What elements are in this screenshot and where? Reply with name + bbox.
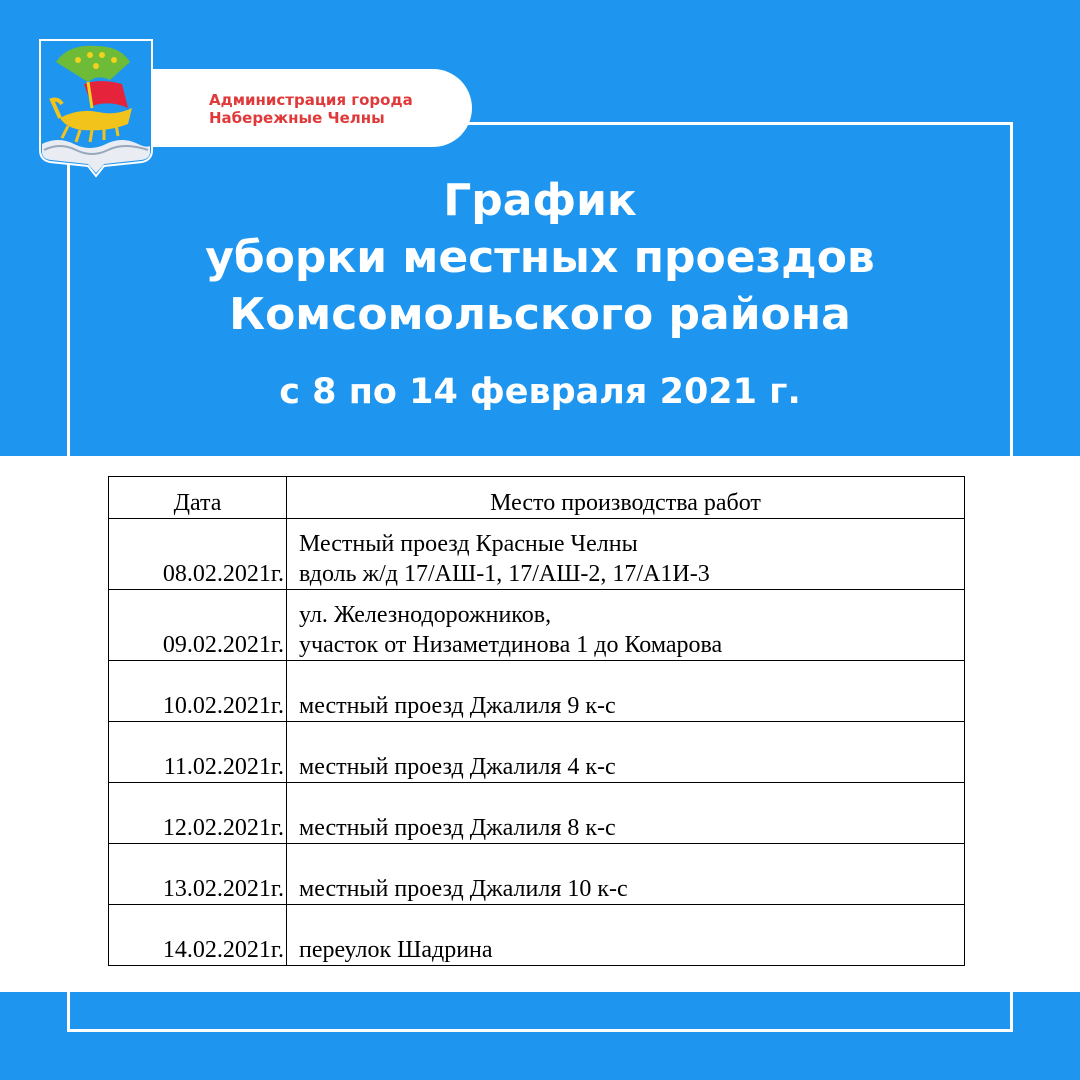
- cell-place: [287, 519, 965, 590]
- schedule-table: [108, 476, 965, 966]
- cell-date: 08.02.2021г.: [109, 519, 287, 590]
- frame-line: [1010, 992, 1013, 1032]
- table-row: [109, 519, 965, 590]
- table-row: [109, 590, 965, 661]
- cell-place: [287, 783, 965, 844]
- header-date: Дата: [109, 477, 287, 519]
- cell-date: 14.02.2021г.: [109, 905, 287, 966]
- page-title: [70, 172, 1010, 343]
- cell-place: [287, 590, 965, 661]
- cell-date: 09.02.2021г.: [109, 590, 287, 661]
- frame-line: [67, 992, 70, 1032]
- title-line3: Комсомольского района: [229, 289, 851, 340]
- table-row: [109, 661, 965, 722]
- place-line: местный проезд Джалиля 8 к-с: [299, 815, 616, 841]
- table-row: [109, 722, 965, 783]
- place-line: местный проезд Джалиля 10 к-с: [299, 876, 628, 902]
- organization-name: [209, 91, 469, 127]
- place-line: Местный проезд Красные Челны: [299, 531, 638, 557]
- cell-place: [287, 661, 965, 722]
- place-line: переулок Шадрина: [299, 937, 493, 963]
- table-row: [109, 905, 965, 966]
- table-row: [109, 783, 965, 844]
- cell-place: [287, 844, 965, 905]
- organization-name-line1: Администрация города: [209, 91, 413, 109]
- organization-name-line2: Набережные Челны: [209, 109, 385, 127]
- table-header-row: [109, 477, 965, 519]
- cell-date: 11.02.2021г.: [109, 722, 287, 783]
- title-line1: График: [443, 175, 637, 226]
- place-line: местный проезд Джалиля 9 к-с: [299, 693, 616, 719]
- table-row: [109, 844, 965, 905]
- cell-date: 12.02.2021г.: [109, 783, 287, 844]
- frame-line: [1010, 122, 1013, 456]
- footer-background: [0, 992, 1080, 1080]
- period-subtitle: с 8 по 14 февраля 2021 г.: [279, 372, 801, 412]
- cell-place: [287, 722, 965, 783]
- frame-line: [460, 122, 1013, 125]
- place-line: участок от Низаметдинова 1 до Комарова: [299, 632, 723, 658]
- cell-date: 13.02.2021г.: [109, 844, 287, 905]
- title-line2: уборки местных проездов: [205, 232, 875, 283]
- frame-line: [67, 1029, 1013, 1032]
- place-line: местный проезд Джалиля 4 к-с: [299, 754, 616, 780]
- coat-of-arms-icon: [38, 38, 154, 178]
- place-line: ул. Железнодорожников,: [299, 602, 552, 628]
- header-place: Место производства работ: [287, 477, 965, 519]
- place-line: вдоль ж/д 17/АШ-1, 17/АШ-2, 17/А1И-3: [299, 561, 710, 587]
- cell-place: [287, 905, 965, 966]
- cell-date: 10.02.2021г.: [109, 661, 287, 722]
